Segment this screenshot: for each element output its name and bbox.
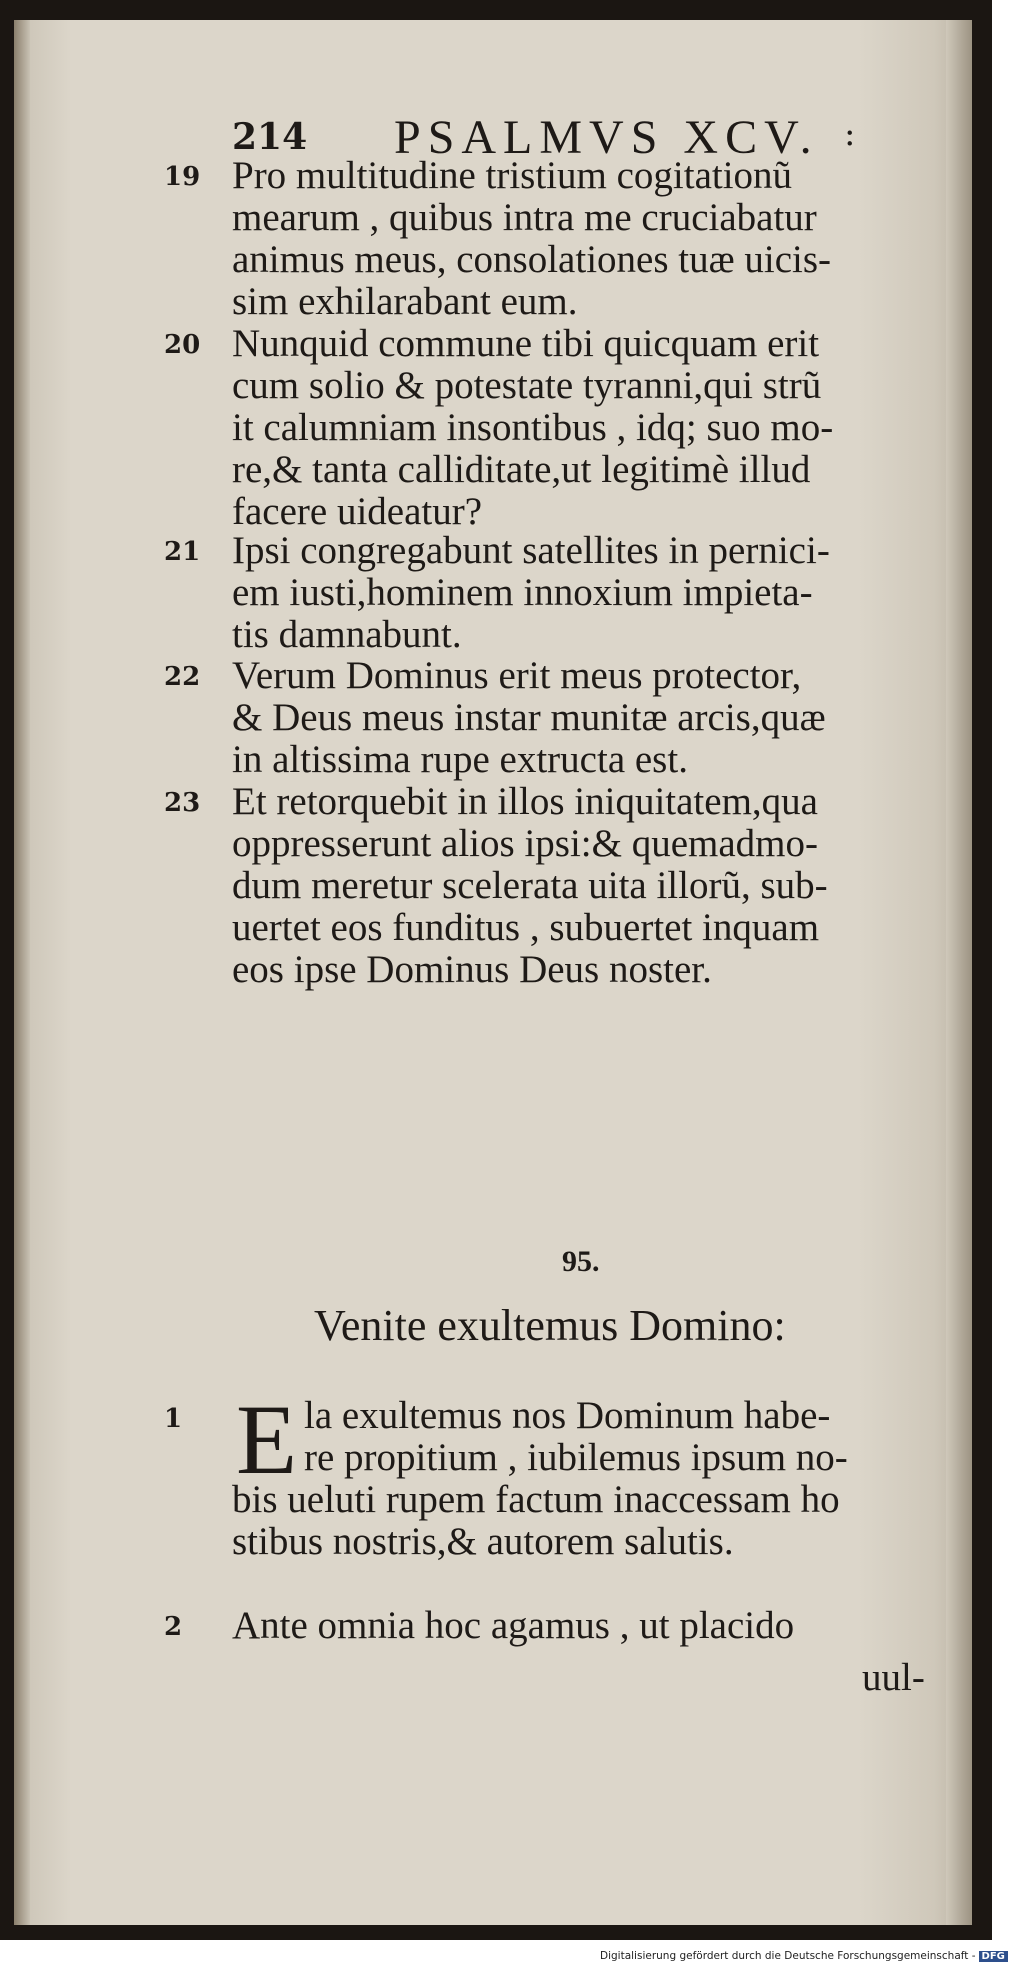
verse-line: oppresserunt alios ipsi:& quemadmo- xyxy=(232,822,818,865)
verse-number: 23 xyxy=(164,788,201,818)
verse-line: Nunquid commune tibi quicquam erit xyxy=(232,322,820,365)
verse-line: Ante omnia hoc agamus , ut placido xyxy=(232,1604,795,1647)
footer-credit xyxy=(600,1950,1008,1962)
verse-number: 21 xyxy=(164,537,201,567)
verse-line: Et retorquebit in illos iniquitatem,qua xyxy=(232,780,818,823)
verse-line: la exultemus nos Dominum habe- xyxy=(304,1394,831,1437)
verse-line: dum meretur scelerata uita illorũ, sub- xyxy=(232,864,828,907)
page-number: 214 xyxy=(232,116,308,158)
verse-line: animus meus, consolationes tuæ uicis- xyxy=(232,238,832,281)
verse-line: Pro multitudine tristium cogitationũ xyxy=(232,154,793,197)
page-spine xyxy=(14,20,30,1925)
verse-line: & Deus meus instar munitæ arcis,quæ xyxy=(232,696,826,739)
catchword: uul- xyxy=(862,1656,925,1699)
verse-number: 1 xyxy=(164,1404,183,1434)
psalm-number: 95. xyxy=(562,1245,600,1278)
psalm-incipit: Venite exultemus Domino: xyxy=(314,1301,786,1350)
verse-line: mearum , quibus intra me cruciabatur xyxy=(232,196,817,239)
header-mark: : xyxy=(844,114,856,154)
drop-cap-initial: E xyxy=(236,1384,298,1495)
verse-line: eos ipse Dominus Deus noster. xyxy=(232,948,712,991)
verse-line: uertet eos funditus , subuertet inquam xyxy=(232,906,820,949)
verse-line: re,& tanta calliditate,ut legitimè illud xyxy=(232,448,811,491)
verse-number: 2 xyxy=(164,1612,183,1642)
verse-line: cum solio & potestate tyranni,qui strũ xyxy=(232,364,822,407)
verse-line: sim exhilarabant eum. xyxy=(232,280,578,323)
running-title: PSALMVS XCV. xyxy=(394,111,819,164)
verse-number: 22 xyxy=(164,662,201,692)
verse-line: re propitium , iubilemus ipsum no- xyxy=(304,1436,848,1479)
verse-number: 20 xyxy=(164,330,201,360)
verse-line: em iusti,hominem innoxium impieta- xyxy=(232,571,813,614)
footer-text: Digitalisierung gefördert durch die Deutsche Forschungsgemeinschaft - xyxy=(600,1950,976,1962)
verse-line: facere uideatur? xyxy=(232,490,483,533)
verse-line: in altissima rupe extructa est. xyxy=(232,738,688,781)
verse-line: Verum Dominus erit meus protector, xyxy=(232,654,802,697)
dfg-logo: DFG xyxy=(979,1951,1008,1962)
book-page xyxy=(14,20,972,1925)
verse-line: bis ueluti rupem factum inaccessam ho xyxy=(232,1478,840,1521)
verse-number: 19 xyxy=(164,162,201,192)
verse-line: stibus nostris,& autorem salutis. xyxy=(232,1520,734,1563)
verse-line: tis damnabunt. xyxy=(232,613,462,656)
verse-line: Ipsi congregabunt satellites in pernici- xyxy=(232,529,830,572)
verse-line: it calumniam insontibus , idq; suo mo- xyxy=(232,406,834,449)
